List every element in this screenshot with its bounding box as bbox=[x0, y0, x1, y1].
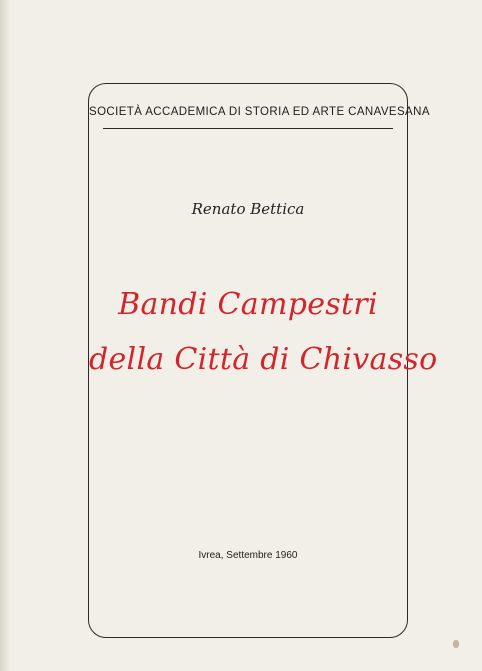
title-line-2: della Città di Chivasso bbox=[89, 342, 438, 377]
header-rule bbox=[103, 128, 393, 129]
society-name: SOCIETÀ ACCADEMICA DI STORIA ED ARTE CANAVESANA bbox=[89, 106, 430, 118]
author-name: Renato Bettica bbox=[191, 200, 305, 218]
page-edge bbox=[0, 0, 10, 671]
paper-stain bbox=[453, 640, 459, 648]
title-line-1: Bandi Campestri bbox=[118, 287, 378, 322]
imprint: Ivrea, Settembre 1960 bbox=[198, 550, 298, 561]
cover-frame bbox=[88, 83, 438, 638]
